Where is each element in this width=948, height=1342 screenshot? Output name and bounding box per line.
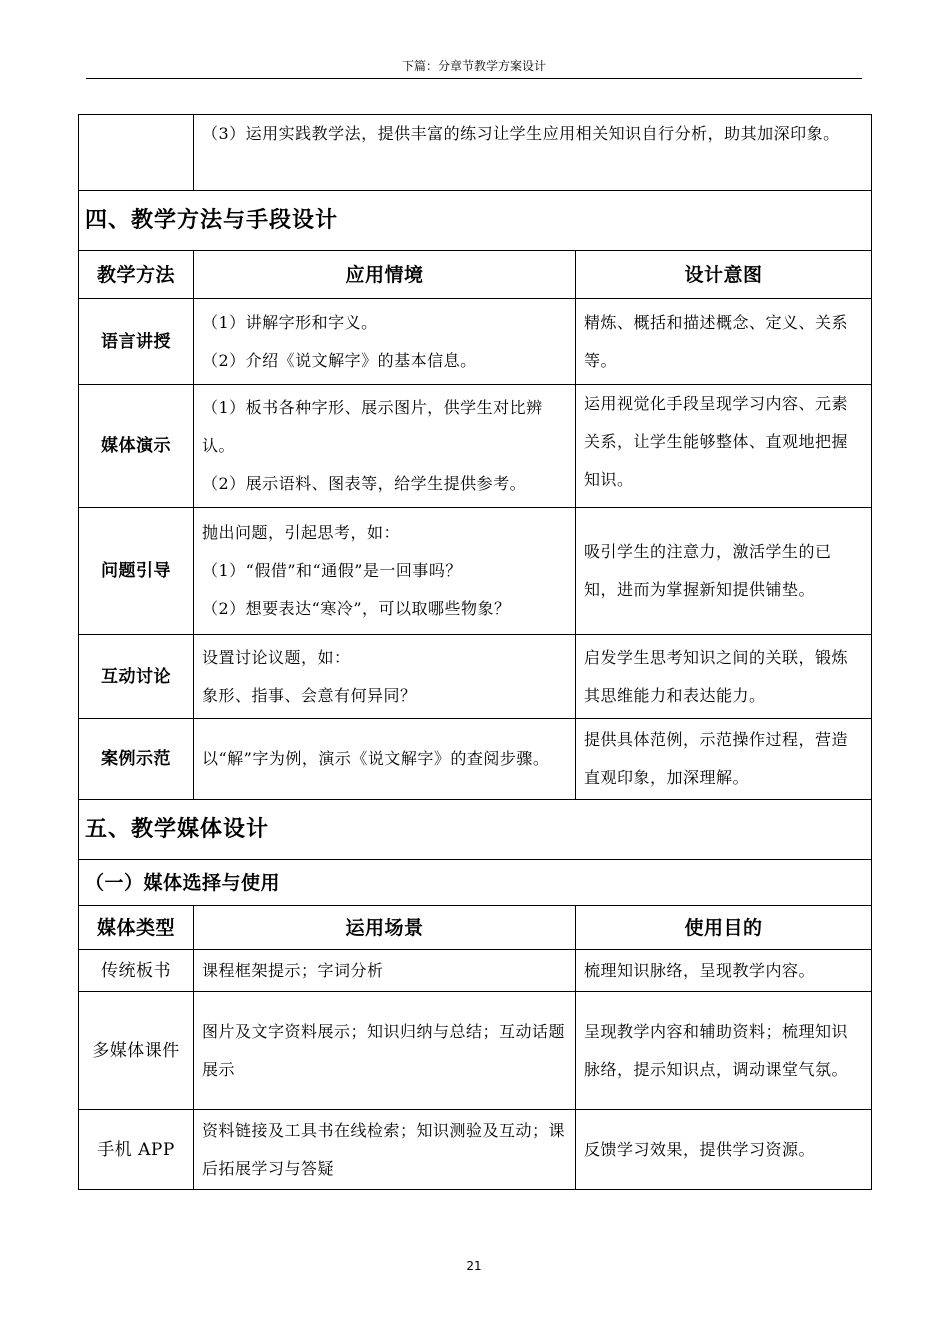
continuation-row (79, 115, 872, 191)
page-number: 21 (466, 1259, 482, 1273)
table-row (79, 299, 872, 385)
situation-line: （2）介绍《说文解字》的基本信息。 (202, 350, 477, 370)
media-scene: 资料链接及工具书在线检索；知识测验及互动；课后拓展学习与答疑 (194, 1110, 576, 1190)
section5-title-row (79, 800, 872, 860)
media-purpose: 呈现教学内容和辅助资料；梳理知识脉络，提示知识点，调动课堂气氛。 (576, 992, 872, 1110)
table-row (79, 1110, 872, 1190)
lesson-plan-table (78, 114, 872, 1190)
table-row (79, 992, 872, 1110)
media-purpose: 梳理知识脉络，呈现教学内容。 (576, 950, 872, 992)
situation-line: 以“解”字为例，演示《说文解字》的查阅步骤。 (194, 719, 576, 800)
col-header-scene: 运用场景 (194, 906, 576, 950)
table-row (79, 719, 872, 800)
section5-title: 五、教学媒体设计 (79, 800, 872, 860)
table-row (79, 635, 872, 719)
method-name: 案例示范 (79, 719, 194, 800)
intent-text: 运用视觉化手段呈现学习内容、元素关系，让学生能够整体、直观地把握知识。 (576, 385, 872, 508)
section5-header-row (79, 906, 872, 950)
intent-text: 吸引学生的注意力，激活学生的已知，进而为掌握新知提供铺垫。 (576, 508, 872, 635)
section4-title: 四、教学方法与手段设计 (79, 191, 872, 251)
header-rule (86, 78, 862, 79)
method-name: 互动讨论 (79, 635, 194, 719)
media-scene: 图片及文字资料展示；知识归纳与总结；互动话题展示 (194, 992, 576, 1110)
intent-text: 提供具体范例，示范操作过程，营造直观印象，加深理解。 (576, 719, 872, 800)
col-header-media-type: 媒体类型 (79, 906, 194, 950)
running-header: 下篇：分章节教学方案设计 (401, 59, 546, 73)
situation-line: （2）想要表达“寒冷”，可以取哪些物象？ (202, 599, 511, 618)
col-header-intent: 设计意图 (576, 251, 872, 299)
situation-line: 抛出问题，引起思考，如： (202, 523, 401, 542)
media-type: 多媒体课件 (79, 992, 194, 1110)
media-type: 传统板书 (79, 950, 194, 992)
table-row (79, 950, 872, 992)
continuation-text: （3）运用实践教学法，提供丰富的练习让学生应用相关知识自行分析，助其加深印象。 (194, 115, 872, 191)
situation-line: （2）展示语料、图表等，给学生提供参考。 (202, 474, 527, 493)
col-header-method: 教学方法 (79, 251, 194, 299)
situation-line: （1）板书各种字形、展示图片，供学生对比辨认。 (202, 398, 543, 455)
continuation-empty-cell (79, 115, 194, 191)
intent-text: 启发学生思考知识之间的关联，锻炼其思维能力和表达能力。 (576, 635, 872, 719)
col-header-situation: 应用情境 (194, 251, 576, 299)
media-scene: 课程框架提示；字词分析 (194, 950, 576, 992)
method-name: 媒体演示 (79, 385, 194, 508)
situation-line: 象形、指事、会意有何异同？ (202, 685, 417, 705)
situation-line: 设置讨论议题，如： (202, 647, 351, 667)
col-header-purpose: 使用目的 (576, 906, 872, 950)
media-purpose: 反馈学习效果，提供学习资源。 (576, 1110, 872, 1190)
section4-header-row (79, 251, 872, 299)
table-row (79, 385, 872, 508)
table-row (79, 508, 872, 635)
section5-subtitle: （一）媒体选择与使用 (79, 860, 872, 906)
media-type: 手机 APP (79, 1110, 194, 1190)
situation-line: （1）讲解字形和字义。 (202, 312, 378, 332)
situation-line: （1）“假借”和“通假”是一回事吗？ (202, 561, 462, 580)
method-name: 问题引导 (79, 508, 194, 635)
section4-title-row (79, 191, 872, 251)
section5-subtitle-row (79, 860, 872, 906)
method-name: 语言讲授 (79, 299, 194, 385)
intent-text: 精炼、概括和描述概念、定义、关系等。 (576, 299, 872, 385)
